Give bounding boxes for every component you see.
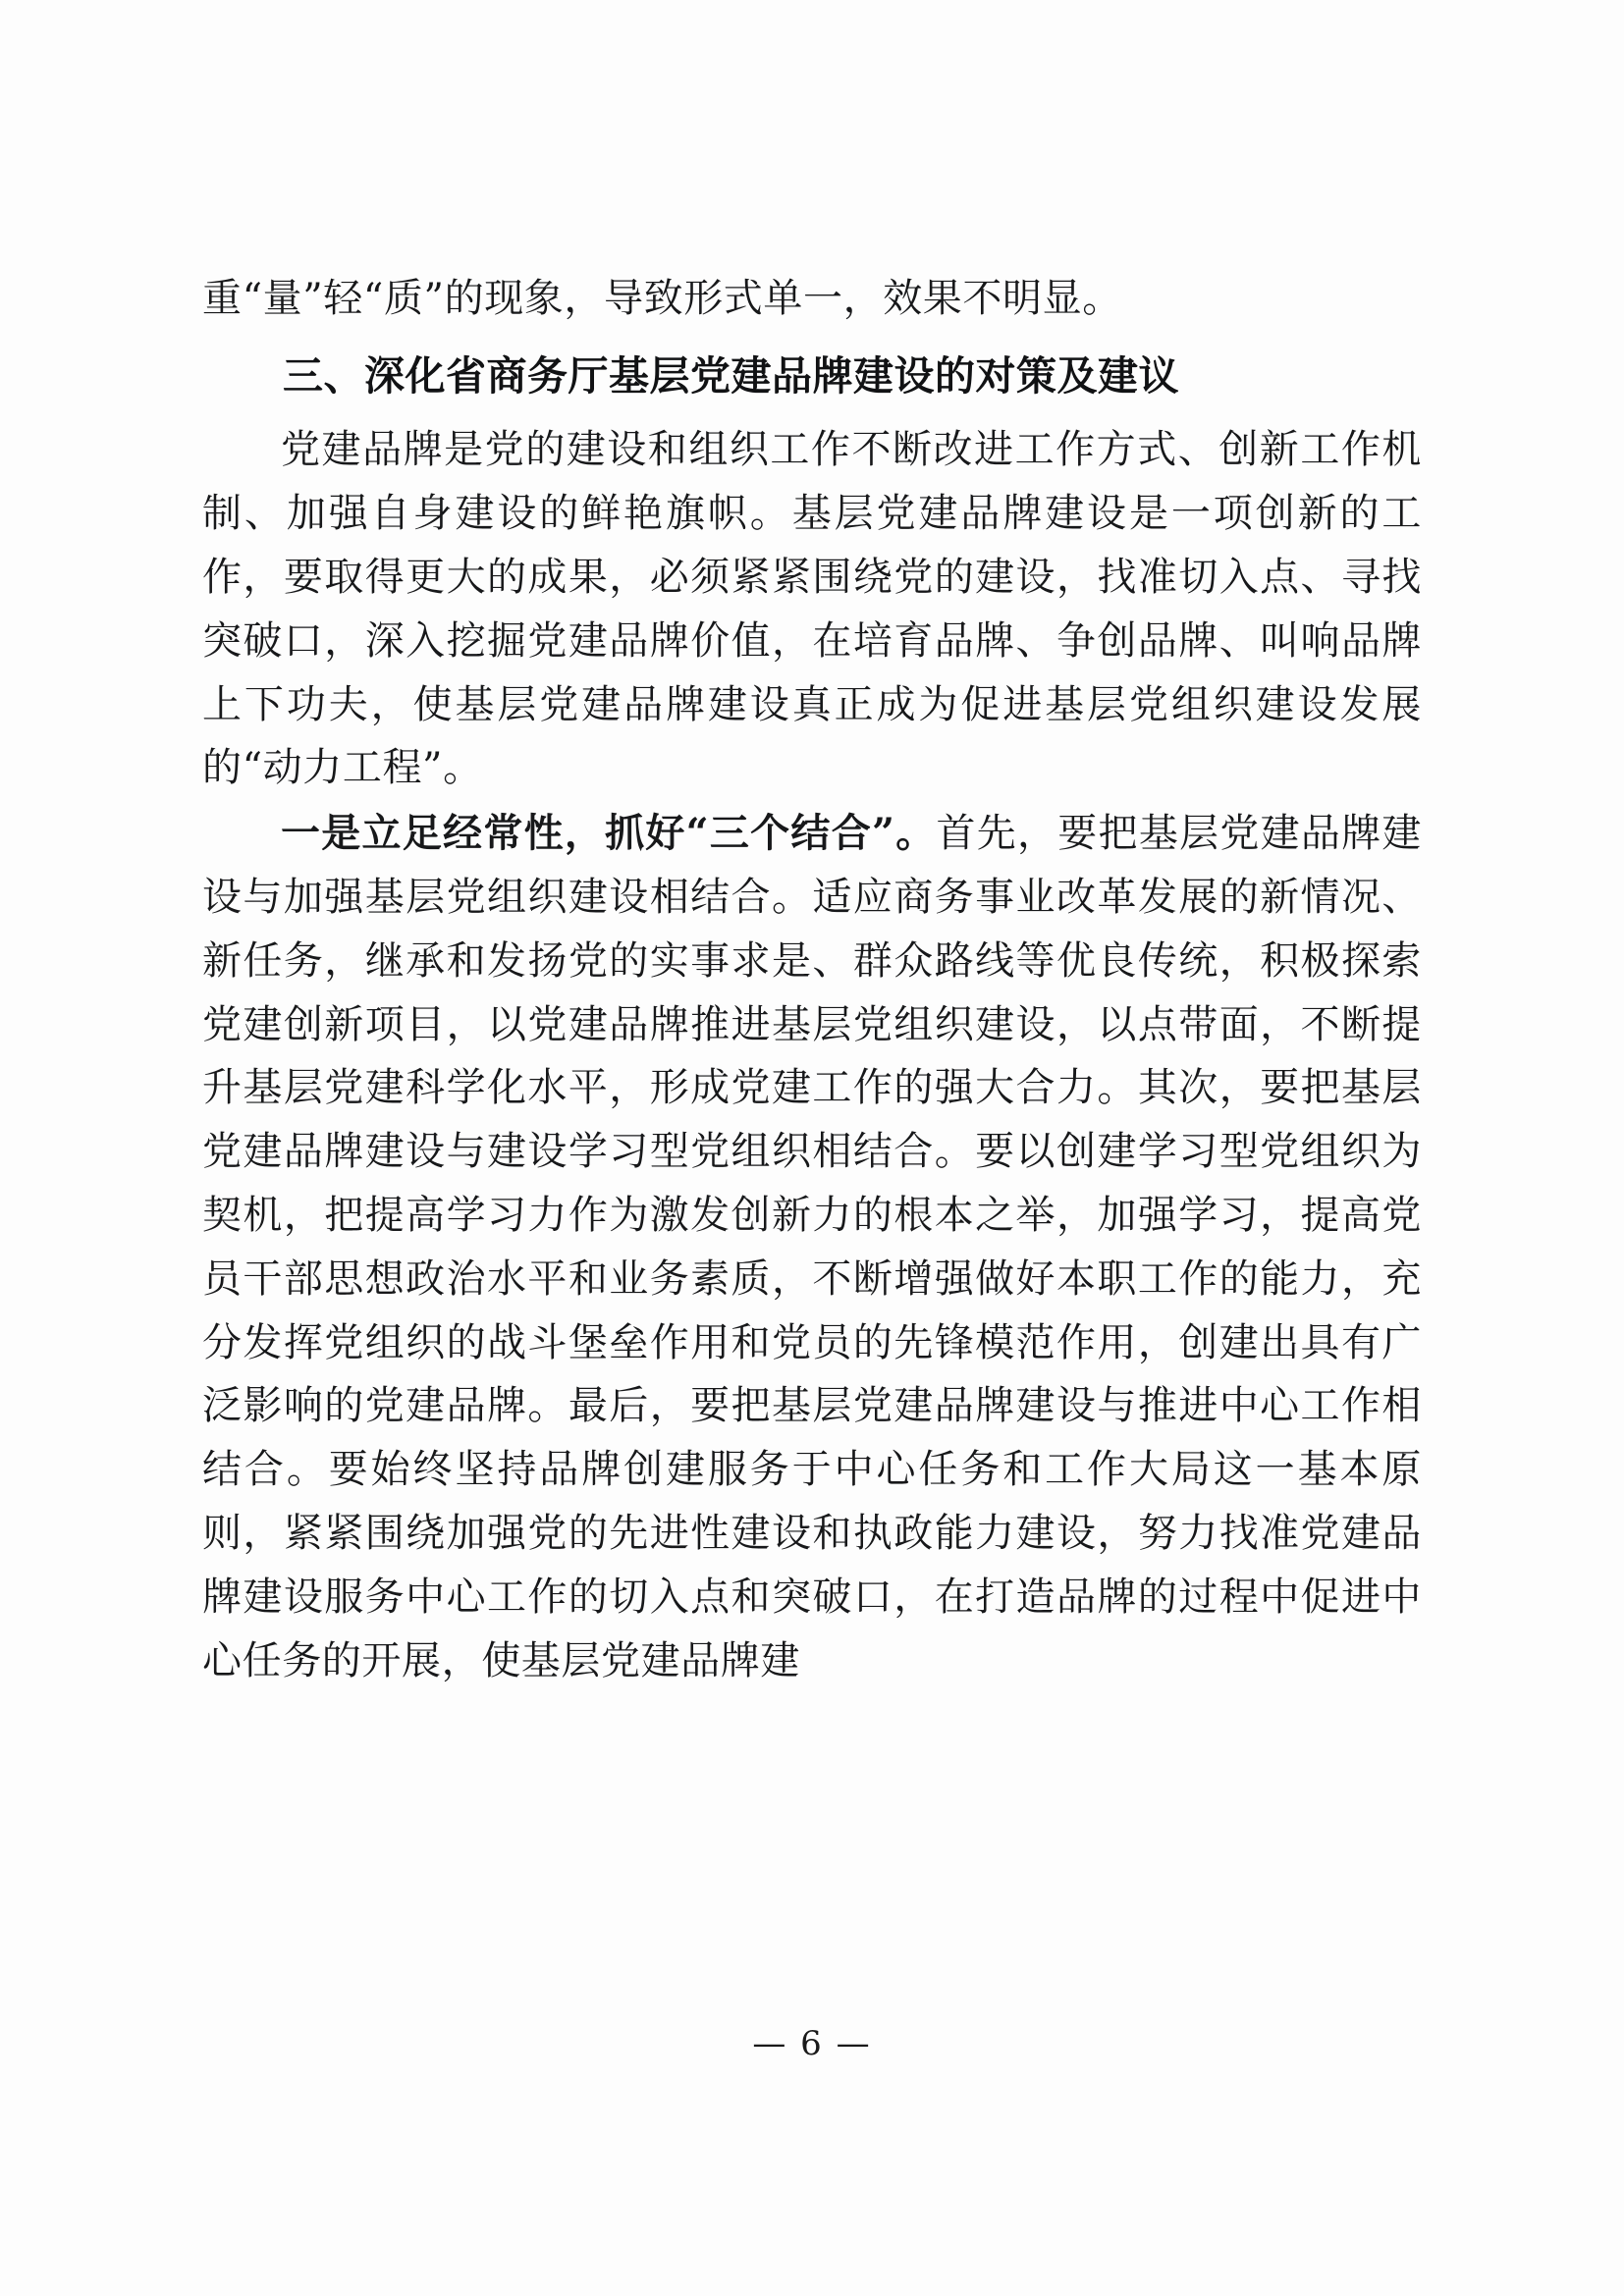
paragraph-continued: 重“量”轻“质”的现象，导致形式单一，效果不明显。: [202, 276, 1122, 321]
paragraph-brand-overview: 党建品牌是党的建设和组织工作不断改进工作方式、创新工作机制、加强自身建设的鲜艳旗帜。基层党建品牌建设是一项创新的工作，要取得更大的成果，必须紧紧围绕党的建设，找准切入点、寻找突破口，深入挖掘党建品牌价值，在培育品牌、争创品牌、叫响品牌上下功夫，使基层党建品牌建设真正成为促进基层党组织建设发展的“动力工程”。: [202, 427, 1422, 791]
paragraph-point-one-body: 首先，要把基层党建品牌建设与加强基层党组织建设相结合。适应商务事业改革发展的新情况、新任务，继承和发扬党的实事求是、群众路线等优良传统，积极探索党建创新项目，以党建品牌推进基层党组织建设，以点带面，不断提升基层党建科学化水平，形成党建工作的强大合力。其次，要把基层党建品牌建设与建设学习型党组织相结合。要以创建学习型党组织为契机，把提高学习力作为激发创新力的根本之举，加强学习，提高党员干部思想政治水平和业务素质，不断增强做好本职工作的能力，充分发挥党组织的战斗堡垒作用和党员的先锋模范作用，创建出具有广泛影响的党建品牌。最后，要把基层党建品牌建设与推进中心工作相结合。要始终坚持品牌创建服务于中心任务和工作大局这一基本原则，紧紧围绕加强党的先进性建设和执政能力建设，努力找准党建品牌建设服务中心工作的切入点和突破口，在打造品牌的过程中促进中心任务的开展，使基层党建品牌建: [202, 811, 1422, 1683]
page-body: [202, 267, 1422, 1694]
paragraph-point-one: [202, 802, 1422, 1692]
paragraph-lead-in: 一是立足经常性，抓好“三个结合”。: [281, 810, 937, 857]
page-number: — 6 —: [752, 2024, 872, 2063]
section-heading: 三、深化省商务厅基层党建品牌建设的对策及建议: [283, 351, 1179, 400]
